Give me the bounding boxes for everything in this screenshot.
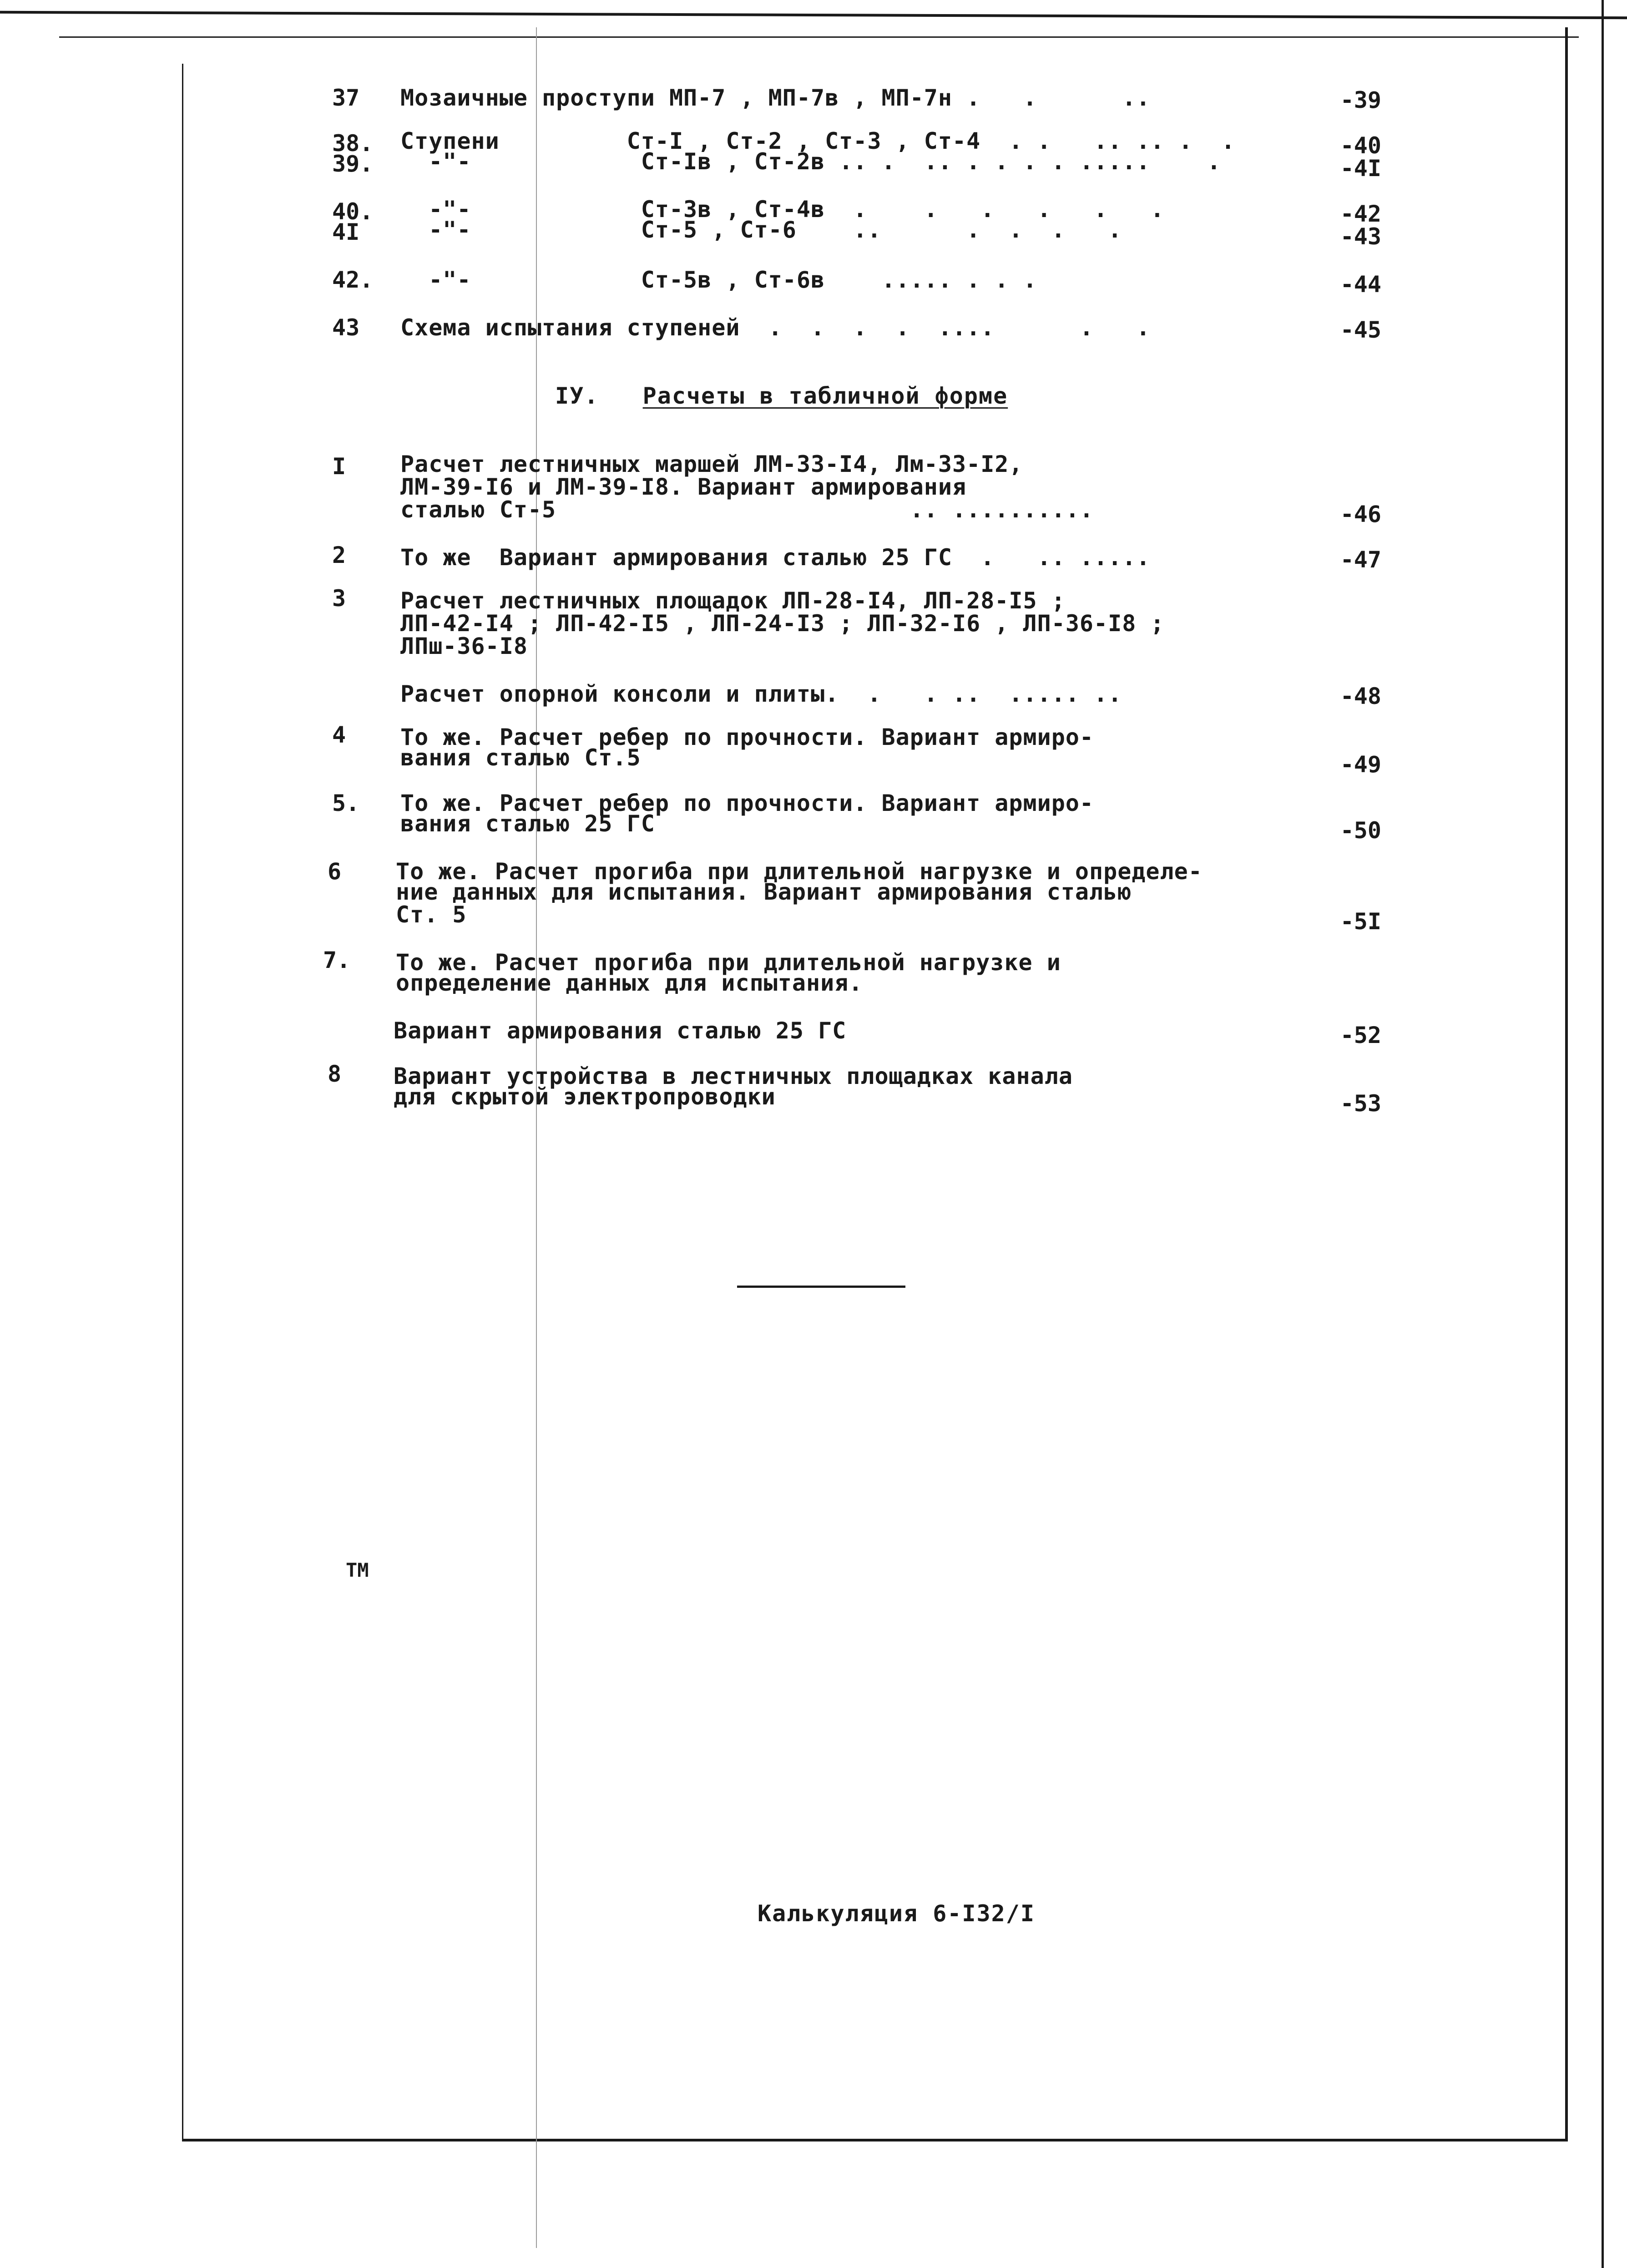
entry-number: 42.	[332, 267, 374, 293]
entry-page: -53	[1340, 1090, 1381, 1117]
entry-title: Схема испытания ступеней . . . . .... . .	[400, 314, 1151, 341]
section-title: Расчеты в табличной форме	[642, 383, 1008, 409]
frame-top-line-inner	[59, 36, 1579, 38]
entry-page: -4I	[1340, 155, 1381, 182]
entry-number: 4I	[332, 219, 360, 245]
section-number: IУ.	[555, 383, 599, 409]
entry-title: -"- Ст-5в , Ст-6в ..... . . .	[400, 267, 1037, 293]
entry-number: 37	[332, 85, 360, 111]
frame-bottom-line	[182, 2139, 1568, 2141]
entry-line: Расчет лестничных площадок ЛП-28-I4, ЛП-28-I5 ;	[400, 587, 1066, 614]
section-divider	[737, 1286, 905, 1288]
entry-page: -46	[1340, 501, 1381, 527]
entry-title: Ступени Ст-I , Ст-2 , Ст-3 , Ст-4 . . .. .. . .	[400, 128, 1236, 154]
entry-number: I	[332, 453, 346, 480]
frame-right-line	[1565, 27, 1568, 2139]
entry-page: -47	[1340, 547, 1381, 573]
entry-title: -"- Ст-3в , Ст-4в . . . . . .	[400, 196, 1165, 223]
entry-number: 40.	[332, 198, 374, 225]
entry-line: ЛПш-36-I8	[400, 633, 528, 659]
entry-line: Расчет опорной консоли и плиты. . . .. ..... ..	[400, 681, 1122, 707]
entry-number: 7.	[323, 947, 351, 973]
entry-page: -40	[1340, 132, 1381, 159]
entry-line: ЛМ-39-I6 и ЛМ-39-I8. Вариант армирования	[400, 474, 967, 500]
entry-title: -"- Ст-Iв , Ст-2в .. . .. . . . . ..... .	[400, 148, 1221, 175]
entry-line: Ст. 5	[396, 901, 467, 928]
entry-number: 4	[332, 722, 346, 748]
entry-number: 39.	[332, 151, 374, 177]
frame-top-line	[0, 11, 1627, 19]
entry-number: 38.	[332, 130, 374, 157]
entry-number: 5.	[332, 790, 360, 816]
entry-line: То же. Расчет прогиба при длительной нагрузке и определе-	[396, 858, 1203, 885]
entry-line: вания сталью 25 ГС	[400, 810, 655, 837]
entry-page: -39	[1340, 87, 1381, 113]
entry-line: ЛП-42-I4 ; ЛП-42-I5 , ЛП-24-I3 ; ЛП-32-I6 , ЛП-36-I8 ;	[400, 610, 1165, 637]
entry-page: -43	[1340, 223, 1381, 250]
entry-line: вания сталью Ст.5	[400, 744, 641, 771]
frame-right-line-outer	[1602, 0, 1604, 2268]
entry-number: 43	[332, 314, 360, 341]
entry-page: -42	[1340, 201, 1381, 227]
entry-line: То же Вариант армирования сталью 25 ГС . .. .....	[400, 544, 1151, 571]
entry-page: -45	[1340, 317, 1381, 343]
entry-line: ние данных для испытания. Вариант армирования сталью	[396, 879, 1132, 905]
entry-title: -"- Ст-5 , Ст-6 .. . . . .	[400, 217, 1122, 243]
section-heading	[555, 385, 1008, 407]
entry-line: Вариант армирования сталью 25 ГС	[394, 1018, 847, 1044]
entry-line: Вариант устройства в лестничных площадках канала	[394, 1063, 1073, 1089]
entry-page: -48	[1340, 683, 1381, 709]
frame-left-line	[182, 64, 183, 2139]
entry-page: -49	[1340, 751, 1381, 778]
entry-line: определение данных для испытания.	[396, 970, 863, 996]
entry-number: 2	[332, 542, 346, 568]
entry-page: -52	[1340, 1022, 1381, 1048]
column-rule	[536, 27, 537, 2248]
entry-page: -5I	[1340, 908, 1381, 935]
tm-mark: ТМ	[346, 1559, 369, 1581]
entry-title: Мозаичные проступи МП-7 , МП-7в , МП-7н . . ..	[400, 85, 1151, 111]
entry-line: для скрытой электропроводки	[394, 1083, 776, 1110]
document-footer: Калькуляция 6-I32/I	[758, 1900, 1035, 1927]
entry-line: То же. Расчет ребер по прочности. Вариант армиро-	[400, 790, 1094, 816]
entry-page: -50	[1340, 817, 1381, 844]
entry-line: Расчет лестничных маршей ЛМ-33-I4, Лм-33-I2,	[400, 451, 1023, 477]
entry-line: То же. Расчет прогиба при длительной нагрузке и	[396, 949, 1061, 976]
entry-line: сталью Ст-5 .. ..........	[400, 496, 1094, 523]
entry-number: 6	[328, 858, 342, 885]
entry-page: -44	[1340, 271, 1381, 298]
entry-number: 8	[328, 1061, 342, 1087]
entry-line: То же. Расчет ребер по прочности. Вариант армиро-	[400, 724, 1094, 750]
entry-number: 3	[332, 585, 346, 612]
